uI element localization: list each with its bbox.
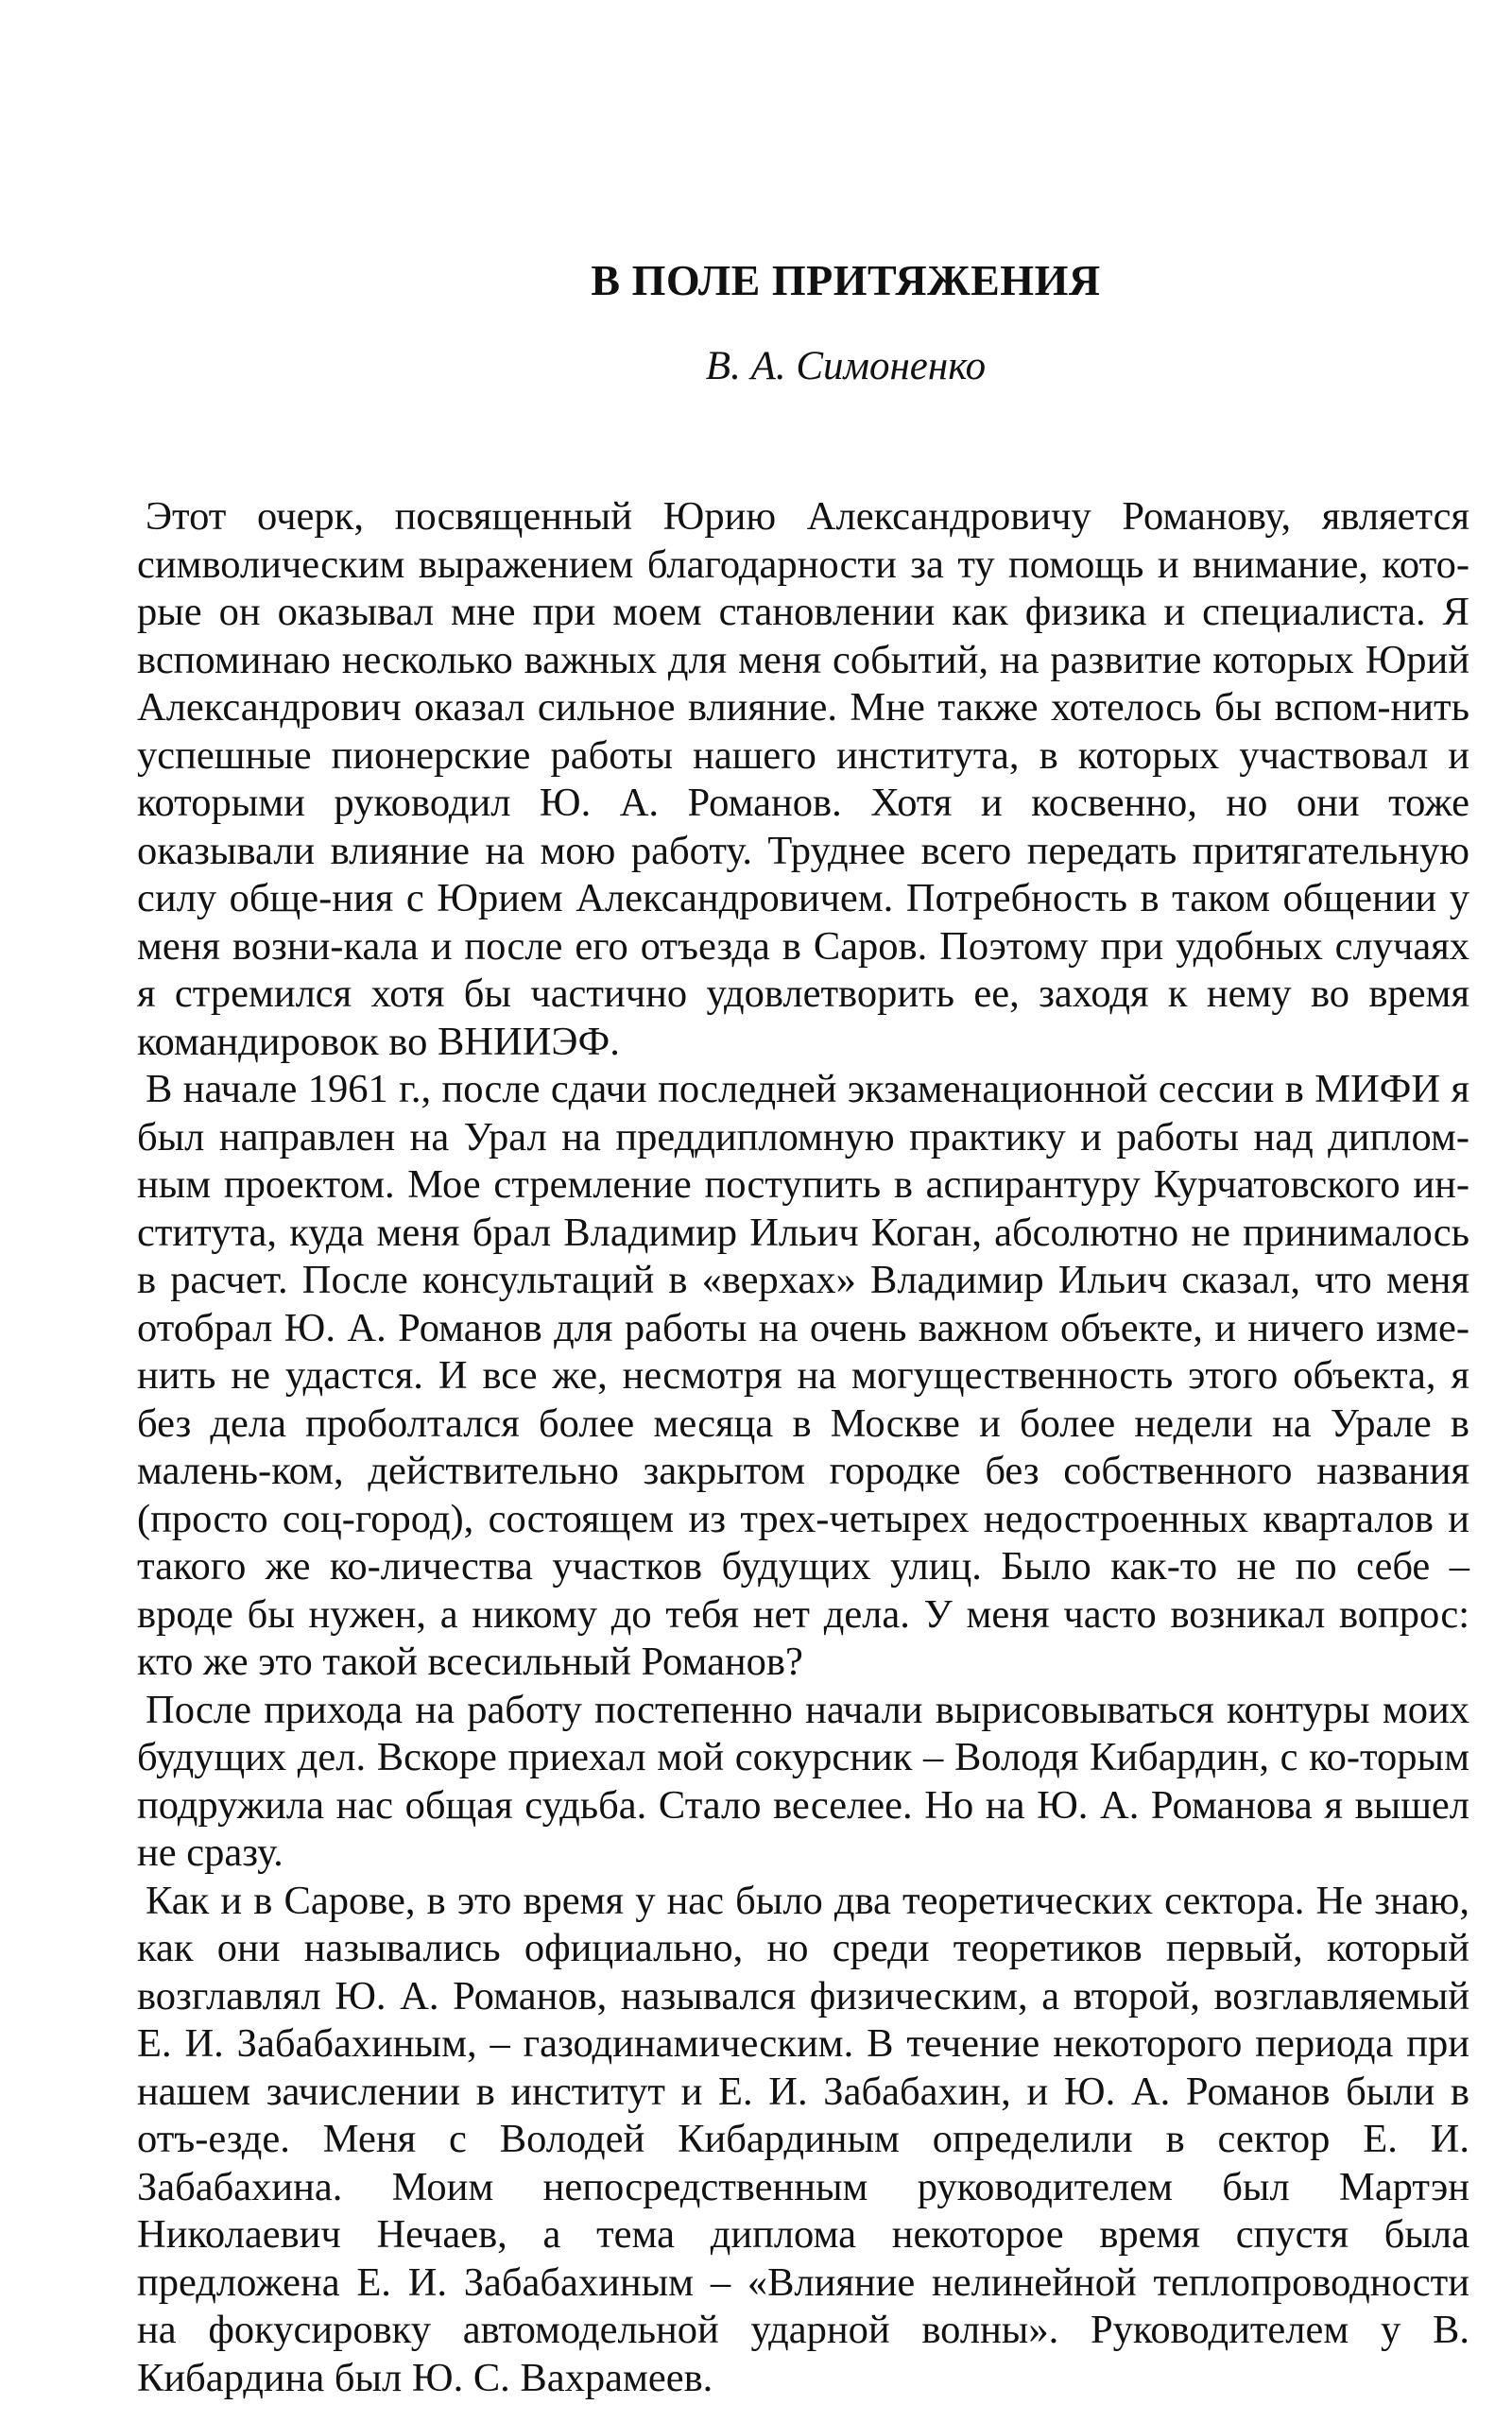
paragraph-3 xyxy=(137,1687,1469,1878)
paragraph-4 xyxy=(137,1878,1469,2403)
paragraph-2-text: В начале 1961 г., после сдачи последней экзаменационной сессии в МИФИ я был направлен на Урал на преддипломную практику и работы над диплом-ным проектом. Мое стремление поступить в аспирантуру Курчатовского ин-ститута, куда меня брал Владимир Ильич Коган, абсолютно не принималось в расчет. После консультаций в «верхах» Владимир Ильич сказал, что меня отобрал Ю. А. Романов для работы на очень важном объекте, и ничего изме-нить не удастся. И все же, несмотря на могущественность этого объекта, я без дела проболтался более месяца в Москве и более недели на Урале в малень-ком, действительно закрытом городке без собственного названия (просто соц-город), состоящем из трех-четырех недостроенных кварталов и такого же ко-личества участков будущих улиц. Было как-то не по себе – вроде бы нужен, а никому до тебя нет дела. У меня часто возникал вопрос: кто же это такой всесильный Романов? xyxy=(137,1067,1469,1684)
article-title: В ПОЛЕ ПРИТЯЖЕНИЯ xyxy=(591,256,1101,304)
paragraph-3-text: После прихода на работу постепенно начали вырисовываться контуры моих будущих дел. Вскоре приехал мой сокурсник – Володя Кибардин, с ко-торым подружила нас общая судьба. Стало веселее. Но на Ю. А. Романова я вышел не сразу. xyxy=(137,1687,1469,1875)
paragraph-4-text: Как и в Сарове, в это время у нас было два теоретических сектора. Не знаю, как они назывались официально, но среди теоретиков первый, который возглавлял Ю. А. Романов, назывался физическим, а второй, возглавляемый Е. И. Забабахиным, – газодинамическим. В течение некоторого периода при нашем зачислении в институт и Е. И. Забабахин, и Ю. А. Романов были в отъ-езде. Меня с Володей Кибардиным определили в сектор Е. И. Забабахина. Моим непосредственным руководителем был Мартэн Николаевич Нечаев, а тема диплома некоторое время спустя была предложена Е. И. Забабахиным – «Влияние нелинейной теплопроводности на фокусировку автомодельной ударной волны». Руководителем у В. Кибардина был Ю. С. Вахрамеев. xyxy=(137,1878,1469,2400)
paragraph-1 xyxy=(137,493,1469,1066)
paragraph-1-text: Этот очерк, посвященный Юрию Александровичу Романову, является символическим выражением благодарности за ту помощь и внимание, кото-рые он оказывал мне при моем становлении как физика и специалиста. Я вспоминаю несколько важных для меня событий, на развитие которых Юрий Александрович оказал сильное влияние. Мне также хотелось бы вспом-нить успешные пионерские работы нашего института, в которых участвовал и которыми руководил Ю. А. Романов. Хотя и косвенно, но они тоже оказывали влияние на мою работу. Труднее всего передать притягательную силу обще-ния с Юрием Александровичем. Потребность в таком общении у меня возни-кала и после его отъезда в Саров. Поэтому при удобных случаях я стремился хотя бы частично удовлетворить ее, заходя к нему во время командировок во ВНИИЭФ. xyxy=(137,494,1469,1064)
article xyxy=(137,255,1469,2402)
article-author: В. А. Симоненко xyxy=(705,344,987,388)
paragraph-2 xyxy=(137,1066,1469,1687)
